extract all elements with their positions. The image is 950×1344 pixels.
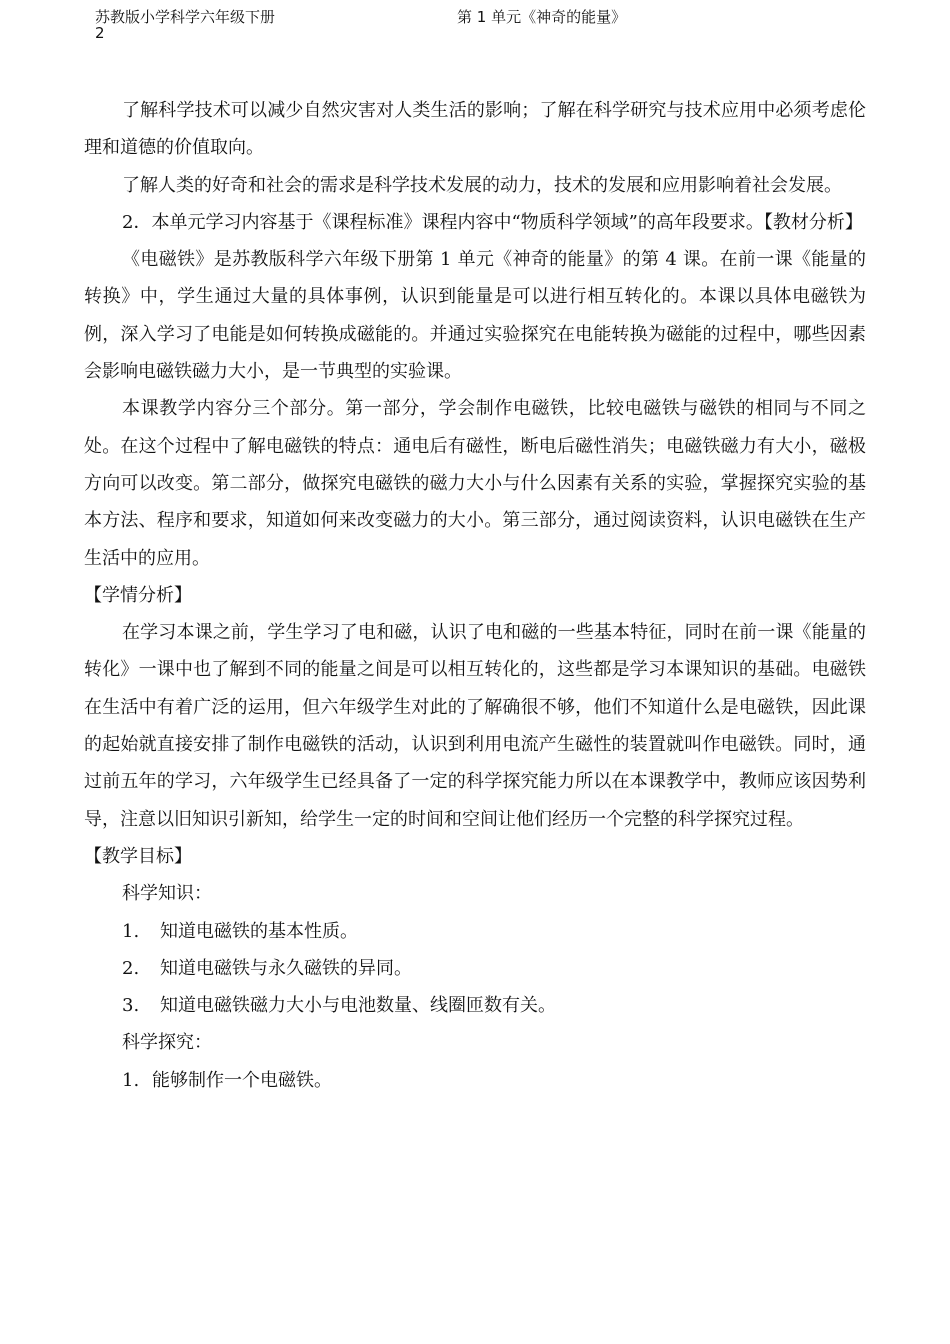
page-number: 2 (95, 24, 105, 42)
list-text: 能够制作一个电磁铁。 (152, 1069, 332, 1091)
header-unit-title: 第 1 单元《神奇的能量》 (457, 8, 627, 26)
subheading-science-inquiry: 科学探究： (122, 1032, 212, 1054)
list-item (84, 950, 866, 987)
paragraph: 了解科学技术可以减少自然灾害对人类生活的影响；了解在科学研究与技术应用中必须考虑伦理和道德的价值取向。 (84, 100, 866, 159)
list-text: 知道电磁铁与永久磁铁的异同。 (160, 957, 412, 979)
header-book-title: 苏教版小学科学六年级下册 (95, 8, 276, 26)
list-item (84, 987, 866, 1024)
section-heading-teaching-goals: 【教学目标】 (84, 845, 192, 867)
list-text: 知道电磁铁的基本性质。 (160, 920, 358, 942)
list-number: 1. (122, 1069, 140, 1091)
list-item (84, 913, 866, 950)
list-text: 知道电磁铁磁力大小与电池数量、线圈匝数有关。 (160, 995, 556, 1017)
paragraph: 本课教学内容分三个部分。第一部分，学会制作电磁铁，比较电磁铁与磁铁的相同与不同之处。在这个过程中了解电磁铁的特点：通电后有磁性，断电后磁性消失；电磁铁磁力有大小，磁极方向可以改变。第二部分，做探究电磁铁的磁力大小与什么因素有关系的实验，掌握探究实验的基本方法、程序和要求，知道如何来改变磁力的大小。第三部分，通过阅读资料，认识电磁铁在生产生活中的应用。 (84, 398, 866, 569)
paragraph: 在学习本课之前，学生学习了电和磁，认识了电和磁的一些基本特征，同时在前一课《能量的转化》一课中也了解到不同的能量之间是可以相互转化的，这些都是学习本课知识的基础。电磁铁在生活中有着广泛的运用，但六年级学生对此的了解确很不够，他们不知道什么是电磁铁，因此课的起始就直接安排了制作电磁铁的活动，认识到利用电流产生磁性的装置就叫作电磁铁。同时，通过前五年的学习，六年级学生已经具备了一定的科学探究能力所以在本课教学中，教师应该因势利导，注意以旧知识引新知，给学生一定的时间和空间让他们经历一个完整的科学探究过程。 (84, 622, 866, 830)
subheading-science-knowledge: 科学知识： (122, 883, 212, 905)
paragraph: 2．本单元学习内容基于《课程标准》课程内容中“物质科学领域”的高年段要求。【教材分析】 (122, 211, 863, 233)
paragraph: 了解人类的好奇和社会的需求是科学技术发展的动力，技术的发展和应用影响着社会发展。 (122, 174, 842, 196)
list-number: 3. (122, 995, 140, 1017)
section-heading-student-analysis: 【学情分析】 (84, 584, 192, 606)
paragraph: 《电磁铁》是苏教版科学六年级下册第 1 单元《神奇的能量》的第 4 课。在前一课《能量的转换》中，学生通过大量的具体事例，认识到能量是可以进行相互转化的。本课以具体电磁铁为例，深入学习了电能是如何转换成磁能的。并通过实验探究在电能转换为磁能的过程中，哪些因素会影响电磁铁磁力大小，是一节典型的实验课。 (84, 249, 866, 383)
list-number: 2. (122, 957, 140, 979)
list-item (84, 1062, 866, 1099)
document-body (84, 92, 866, 1099)
list-number: 1. (122, 920, 140, 942)
